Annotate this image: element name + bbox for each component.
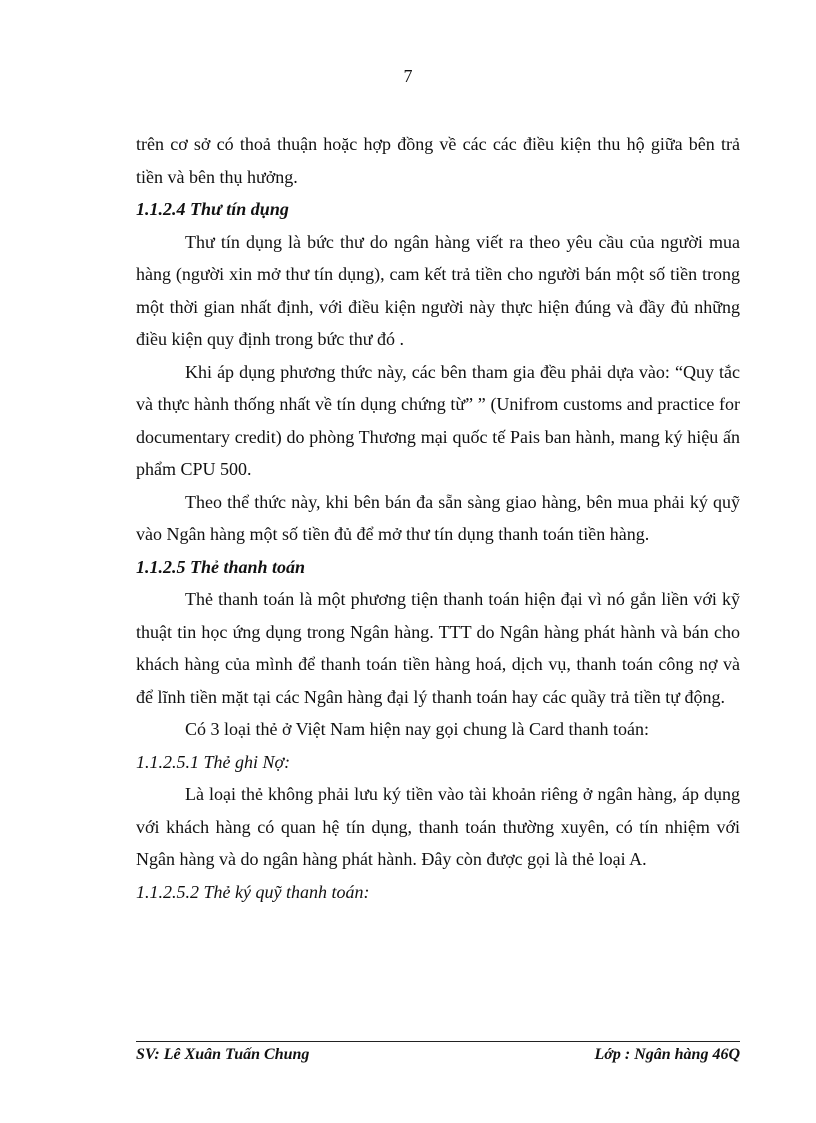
heading-letter-of-credit: 1.1.2.4 Thư tín dụng — [136, 199, 289, 219]
footer-class: Lớp : Ngân hàng 46Q — [594, 1046, 740, 1063]
paragraph-letter-of-credit-procedure: Theo thể thức này, khi bên bán đa sẵn sàng giao hàng, bên mua phải ký quỹ vào Ngân hàng một số tiền đủ để mở thư tín dụng thanh toán tiền hàng. — [136, 491, 740, 544]
footer-student: SV: Lê Xuân Tuấn Chung — [136, 1046, 310, 1063]
page-number: 7 — [403, 66, 413, 86]
paragraph-letter-of-credit-rules: Khi áp dụng phương thức này, các bên tham gia đều phải dựa vào: “Quy tắc và thực hành thống nhất về tín dụng chứng từ” ” (Unifrom customs and practice for documentary credit) do phòng Thương mại quốc tế Pais ban hành, mang ký hiệu ấn phẩm CPU 500. — [136, 361, 740, 479]
paragraph-payment-card-definition: Thẻ thanh toán là một phương tiện thanh toán hiện đại vì nó gắn liền với kỹ thuật tin học ứng dụng trong Ngân hàng. TTT do Ngân hàng phát hành và bán cho khách hàng của mình để thanh toán tiền hàng hoá, dịch vụ, thanh toán công nợ và để lĩnh tiền mặt tại các Ngân hàng đại lý thanh toán hay các quầy trả tiền tự động. — [136, 589, 740, 707]
document-body — [136, 128, 740, 908]
paragraph-continuation: trên cơ sở có thoả thuận hoặc hợp đồng về các các điều kiện thu hộ giữa bên trả tiền và bên thụ hưởng. — [136, 134, 740, 187]
heading-deposit-card: 1.1.2.5.2 Thẻ ký quỹ thanh toán: — [136, 881, 370, 902]
page-footer — [136, 1046, 740, 1064]
footer-divider — [136, 1041, 740, 1042]
paragraph-card-types: Có 3 loại thẻ ở Việt Nam hiện nay gọi chung là Card thanh toán: — [185, 719, 650, 739]
paragraph-debit-card: Là loại thẻ không phải lưu ký tiền vào tài khoản riêng ở ngân hàng, áp dụng với khách hàng có quan hệ tín dụng, thanh toán thường xuyên, có tín nhiệm với Ngân hàng và do ngân hàng phát hành. Đây còn được gọi là thẻ loại A. — [136, 784, 740, 869]
paragraph-letter-of-credit-definition: Thư tín dụng là bức thư do ngân hàng viết ra theo yêu cầu của người mua hàng (người xin mở thư tín dụng), cam kết trả tiền cho người bán một số tiền trong một thời gian nhất định, với điều kiện người này thực hiện đúng và đầy đủ những điều kiện quy định trong bức thư đó . — [136, 231, 740, 349]
heading-debit-card: 1.1.2.5.1 Thẻ ghi Nợ: — [136, 751, 291, 772]
heading-payment-card: 1.1.2.5 Thẻ thanh toán — [136, 556, 306, 577]
